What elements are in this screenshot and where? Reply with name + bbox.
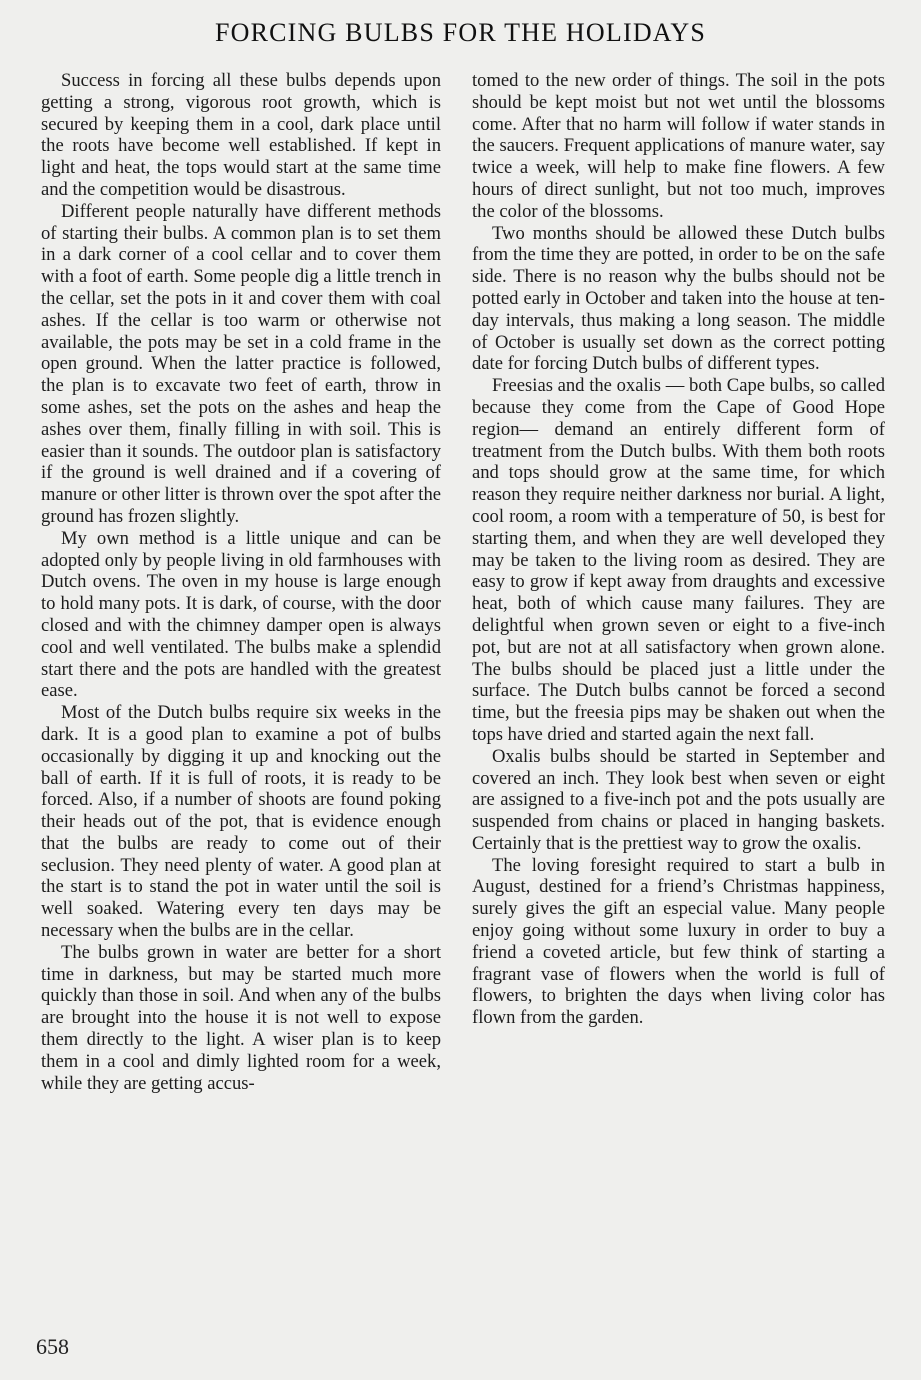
paragraph: Most of the Dutch bulbs require six weeks in the dark. It is a good plan to examine a pot of bulbs occasionally by digging it up and knocking out the ball of earth. If it is full of roots, it is ready to be forced. Also, if a number of shoots are found poking their heads out of the pot, that is evidence enough that the bulbs are ready to come out of their seclusion. They need plenty of water. A good plan at the start is to stand the pot in water until the soil is well soaked. Watering every ten days may be necessary when the bulbs are in the cellar. (41, 702, 441, 942)
paragraph: Freesias and the oxalis — both Cape bulbs, so called because they come from the Cape of Good Hope region— demand an entirely different form of treatment from the Dutch bulbs. With them both roots and tops should grow at the same time, for which reason they require neither darkness nor burial. A light, cool room, a room with a temperature of 50, is best for starting them, and when they are well developed they may be taken to the living room as desired. They are easy to grow if kept away from draughts and excessive heat, both of which cause many failures. They are delightful when grown seven or eight to a five-inch pot, but are not at all satisfactory when grown alone. The bulbs should be placed just a little under the surface. The Dutch bulbs cannot be forced a second time, but the freesia pips may be shaken out when the tops have dried and started again the next fall. (472, 375, 885, 745)
paragraph-continuation: tomed to the new order of things. The soil in the pots should be kept moist but not wet until the blossoms come. After that no harm will follow if water stands in the saucers. Frequent applications of manure water, say twice a week, will help to make fine flowers. A few hours of direct sunlight, but not too much, improves the color of the blossoms. (472, 70, 885, 222)
left-column (41, 70, 441, 1094)
paragraph: My own method is a little unique and can be adopted only by people living in old farmhouses with Dutch ovens. The oven in my house is large enough to hold many pots. It is dark, of course, with the door closed and with the chimney damper open is always cool and well ventilated. The bulbs make a splendid start there and the pots are handled with the greatest ease. (41, 527, 441, 702)
page-number: 658 (36, 1334, 69, 1359)
paragraph: Success in forcing all these bulbs depends upon getting a strong, vigorous root growth, which is secured by keeping them in a cool, dark place until the roots have become well established. If kept in light and heat, the tops would start at the same time and the competition would be disastrous. (41, 70, 441, 200)
paragraph: The loving foresight required to start a bulb in August, destined for a friend’s Christmas happiness, surely gives the gift an especial value. Many people enjoy going without some luxury in order to buy a friend a coveted article, but few think of starting a fragrant vase of flowers when the world is full of flowers, to brighten the days when living color has flown from the garden. (472, 854, 885, 1029)
paragraph: Different people naturally have different methods of starting their bulbs. A common plan is to set them in a dark corner of a cool cellar and to cover them with a foot of earth. Some people dig a little trench in the cellar, set the pots in it and cover them with coal ashes. If the cellar is too warm or otherwise not available, the pots may be set in a cold frame in the open ground. When the latter practice is followed, the plan is to excavate two feet of earth, throw in some ashes, set the pots on the ashes and heap the ashes over them, finally filling in with soil. This is easier than it sounds. The outdoor plan is satisfactory if the ground is well drained and if a covering of manure or other litter is thrown over the spot after the ground has frozen slightly. (41, 200, 441, 527)
paragraph: Two months should be allowed these Dutch bulbs from the time they are potted, in order to be on the safe side. There is no reason why the bulbs should not be potted early in October and taken into the house at ten-day intervals, thus making a long season. The middle of October is usually set down as the correct potting date for forcing Dutch bulbs of different types. (472, 222, 885, 375)
page-title: FORCING BULBS FOR THE HOLIDAYS (214, 18, 707, 47)
right-column (472, 70, 885, 1029)
paragraph: The bulbs grown in water are better for a short time in darkness, but may be started much more quickly than those in soil. And when any of the bulbs are brought into the house it is not well to expose them directly to the light. A wiser plan is to keep them in a cool and dimly lighted room for a week, while they are getting accus- (41, 941, 441, 1094)
paragraph: Oxalis bulbs should be started in September and covered an inch. They look best when seven or eight are assigned to a five-inch pot and the pots usually are suspended from chains or placed in hanging baskets. Certainly that is the prettiest way to grow the oxalis. (472, 745, 885, 854)
